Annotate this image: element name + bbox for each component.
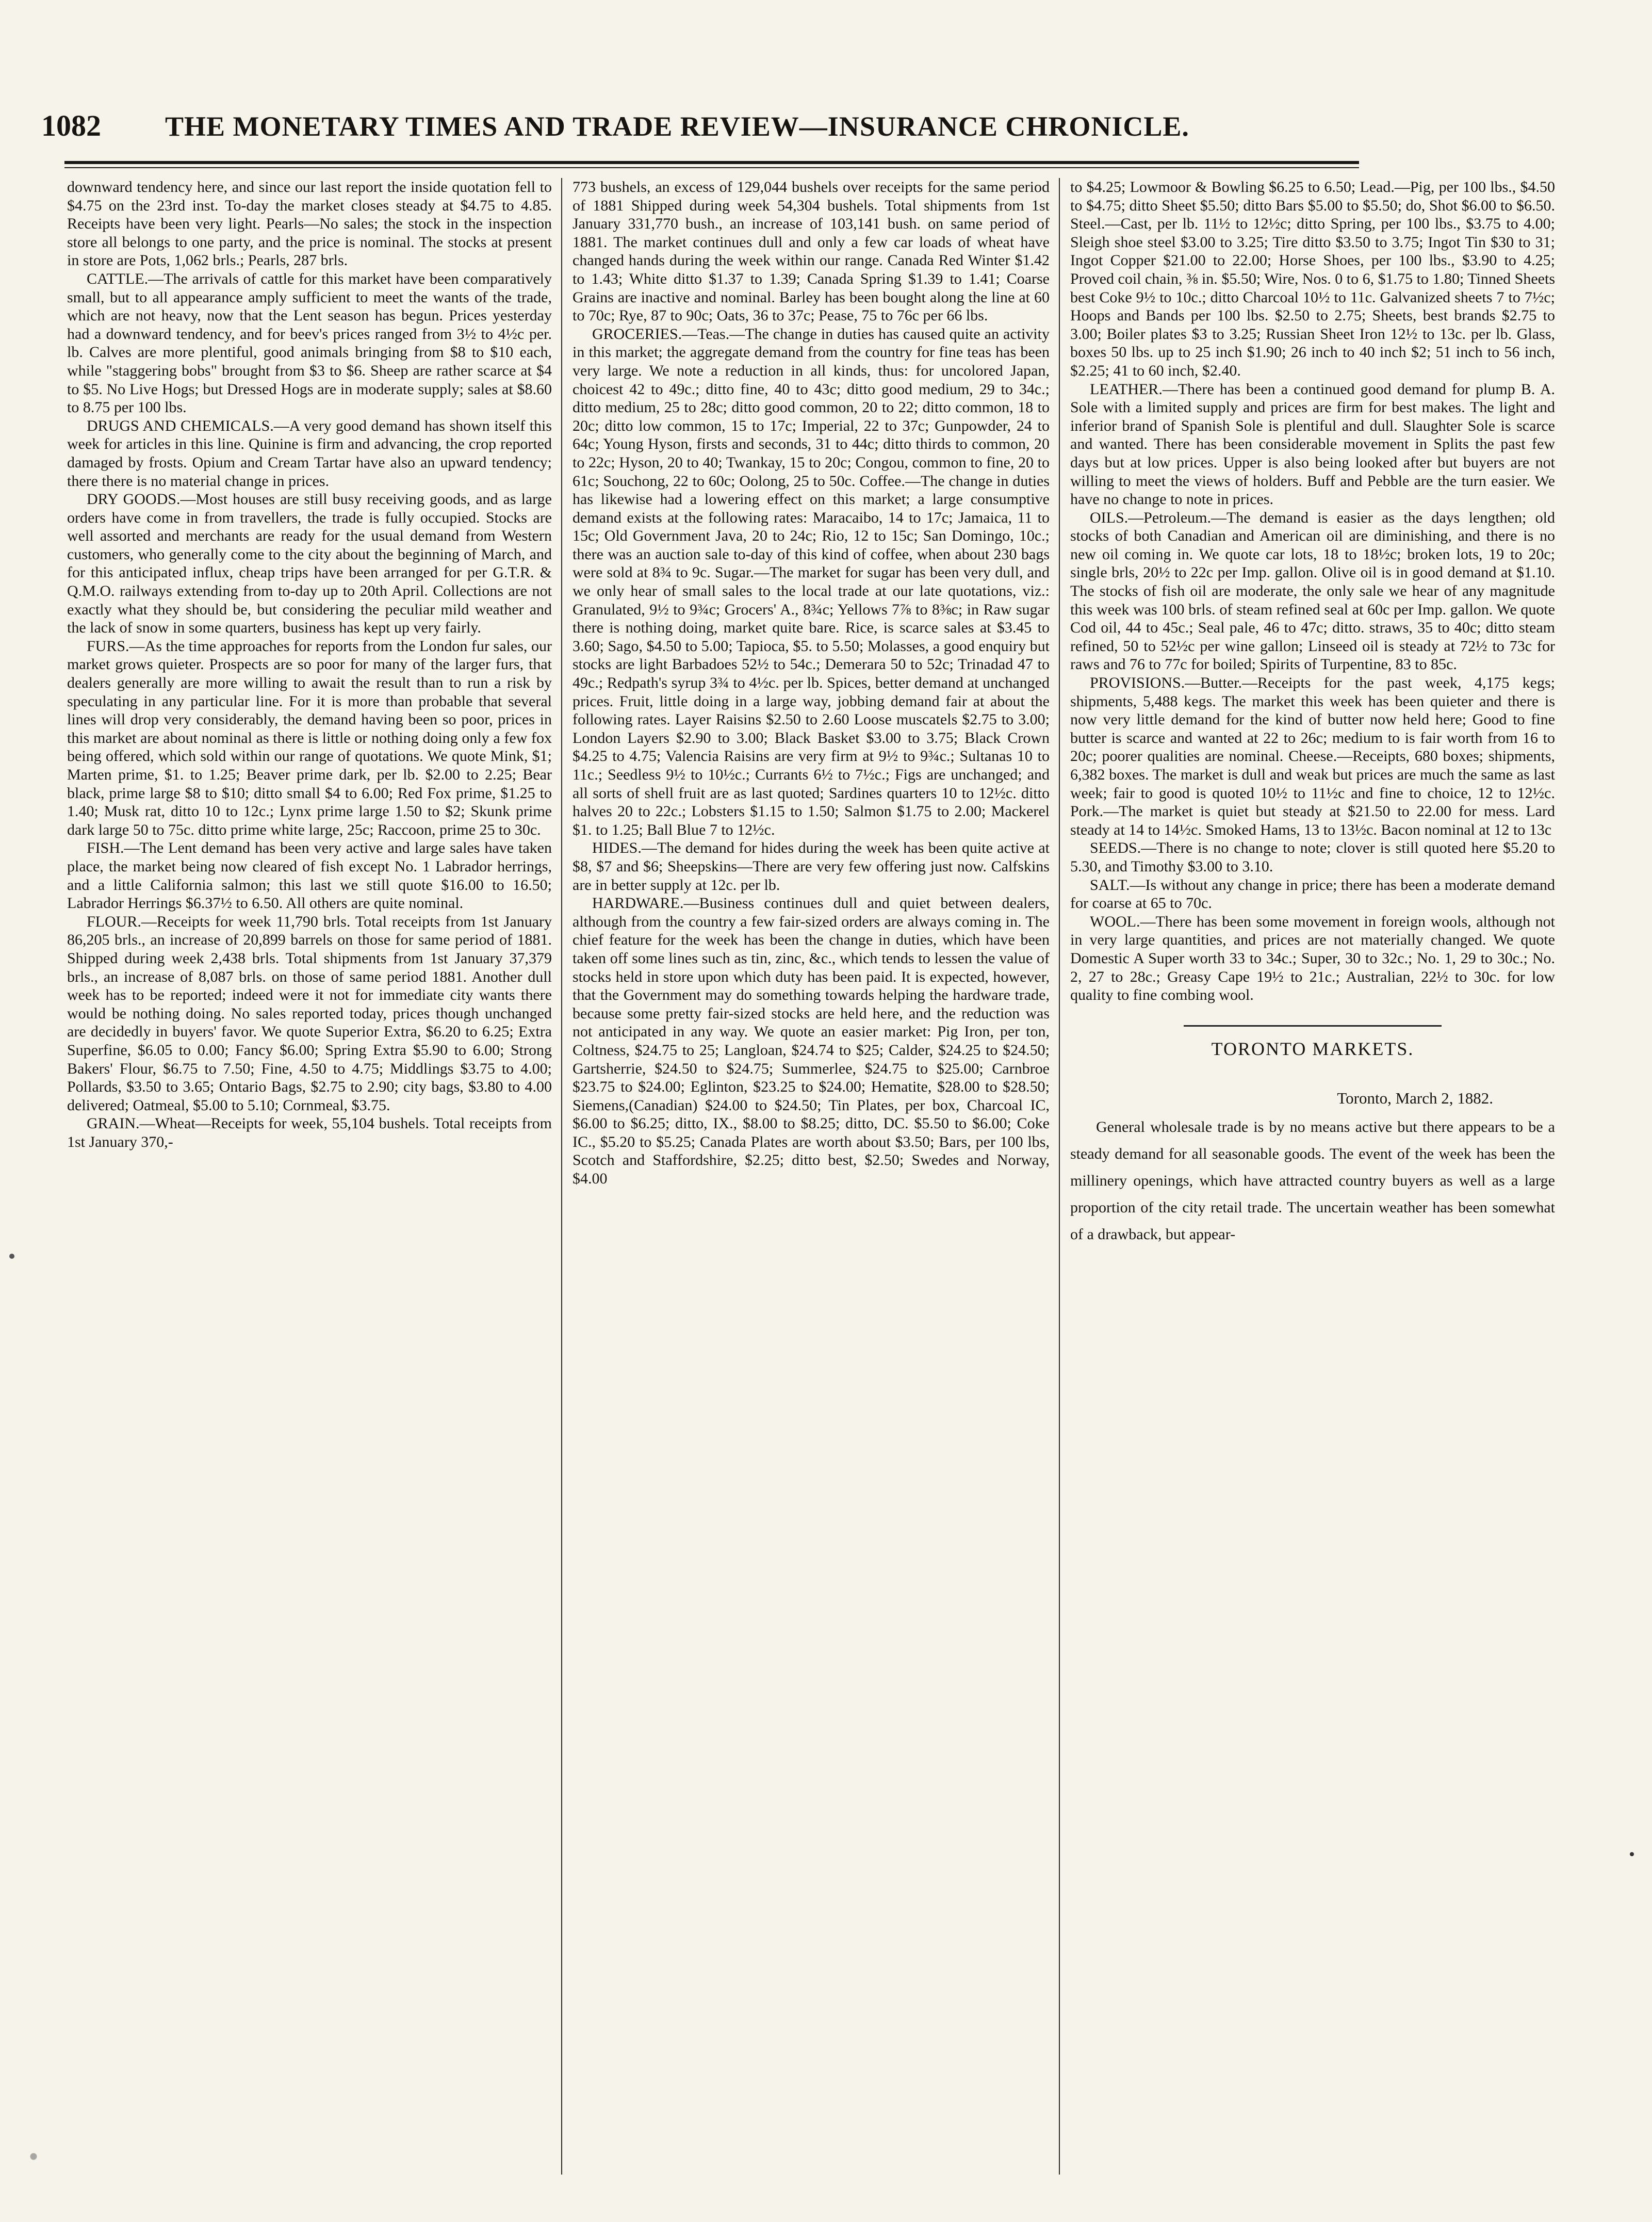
header-rule — [64, 161, 1359, 164]
paragraph-toronto-general: General wholesale trade is by no means active but there appears to be a steady demand for all seasonable goods. The event of the week has been the millinery openings, which have attracted country buyers as well as a large proportion of the city retail trade. The uncertain weather has been somewhat of a drawback, but appear- — [1070, 1118, 1555, 1243]
toronto-markets-body — [1070, 1114, 1555, 1248]
print-speck — [1630, 1852, 1634, 1856]
paragraph-grain: GRAIN.—Wheat—Receipts for week, 55,104 bushels. Total receipts from 1st January 370,- — [67, 1115, 552, 1150]
paragraph-provisions: PROVISIONS.—Butter.—Receipts for the past week, 4,175 kegs; shipments, 5,488 kegs. The market this week has been quieter and there is now very little demand for the kind of butter now held here; Good to fine butter is scarce and wanted at 22 to 26c; medium to is fair worth from 16 to 20c; poorer qualities are nominal. Cheese.—Receipts, 680 boxes; shipments, 6,382 boxes. The market is dull and weak but prices are much the same as last week; fair to good is quoted 10½ to 11½c and fine to choice, 12 to 12½c. Pork.—The market is quiet but steady at $21.50 to 22.00 for mess. Lard steady at 14 to 14½c. Smoked Hams, 13 to 13½c. Bacon nominal at 12 to 13c — [1070, 674, 1555, 838]
paragraph-salt: SALT.—Is without any change in price; there has been a moderate demand for coarse at 65 to 70c. — [1070, 876, 1555, 912]
dateline: Toronto, March 2, 1882. — [1337, 1089, 1493, 1108]
paragraph-fish: FISH.—The Lent demand has been very active and large sales have taken place, the market being now cleared of fish except No. 1 Labrador herrings, and a little California salmon; this last we still quote $16.00 to 16.50; Labrador Herrings $6.37½ to 6.50. All others are quite nominal. — [67, 839, 552, 912]
paragraph-drugs-chemicals: DRUGS AND CHEMICALS.—A very good demand has shown itself this week for articles in this line. Quinine is firm and advancing, the crop reported damaged by frosts. Opium and Cream Tartar have also an upward tendency; there there is no material change in prices. — [67, 417, 552, 490]
paragraph-oils: OILS.—Petroleum.—The demand is easier as the days lengthen; old stocks of both Canadian and American oil are diminishing, and there is no new oil coming in. We quote car lots, 18 to 18½c; broken lots, 19 to 20c; single brls, 20½ to 22c per Imp. gallon. Olive oil is in good demand at $1.10. The stocks of fish oil are moderate, the only sale we hear of any magnitude this week was 100 brls. of steam refined seal at 60c per Imp. gallon. We quote Cod oil, 44 to 45c.; Seal pale, 46 to 47c; ditto. straws, 35 to 40c; ditto steam refined, 50 to 52½c per wine gallon; Linseed oil is steady at 72½ to 73c for raws and 76 to 77c for boiled; Spirits of Turpentine, 83 to 85c. — [1070, 509, 1555, 673]
page-number: 1082 — [41, 109, 101, 142]
paragraph-ashes-continued: downward tendency here, and since our last report the inside quotation fell to $4.75 on the 23rd inst. To-day the market closes steady at $4.75 to 4.85. Receipts have been very light. Pearls—No sales; the stock in the inspection store all belongs to one party, and the price is nominal. The stocks at present in store are Pots, 1,062 brls.; Pearls, 287 brls. — [67, 179, 552, 269]
paragraph-cattle: CATTLE.—The arrivals of cattle for this market have been comparatively small, but to all appearance amply sufficient to meet the wants of the trade, which are not heavy, now that the Lent season has begun. Prices yesterday had a downward tendency, and for beev's prices ranged from 3½ to 4½c per. lb. Calves are more plentiful, good animals bringing from $8 to $10 each, while "staggering bobs" brought from $3 to $6. Sheep are rather scarce at $4 to $5. No Live Hogs; but Dressed Hogs are in moderate supply; sales at $8.60 to 8.75 per 100 lbs. — [67, 270, 552, 416]
paragraph-seeds: SEEDS.—There is no change to note; clover is still quoted here $5.20 to 5.30, and Timothy $3.00 to 3.10. — [1070, 839, 1555, 875]
section-rule — [1184, 1025, 1442, 1027]
paragraph-wool: WOOL.—There has been some movement in foreign wools, although not in very large quantities, and prices are not materially changed. We quote Domestic A Super worth 33 to 34c.; Super, 30 to 32c.; No. 1, 29 to 30c.; No. 2, 27 to 28c.; Greasy Cape 19½ to 21c.; Australian, 22½ to 30c. for low quality to fine combing wool. — [1070, 913, 1555, 1004]
paragraph-hardware-continued: to $4.25; Lowmoor & Bowling $6.25 to 6.50; Lead.—Pig, per 100 lbs., $4.50 to $4.75; ditto Sheet $5.50; ditto Bars $5.00 to $5.50; do, Shot $6.00 to $6.50. Steel.—Cast, per lb. 11½ to 12½c; ditto Spring, per 100 lbs., $3.75 to 4.00; Sleigh shoe steel $3.00 to 3.25; Tire ditto $3.50 to 3.75; Ingot Tin $30 to 31; Ingot Copper $21.00 to 22.00; Horse Shoes, per 100 lbs., $3.90 to 4.25; Proved coil chain, ⅜ in. $5.50; Wire, Nos. 0 to 6, $1.75 to 1.80; Tinned Sheets best Coke 9½ to 10c.; ditto Charcoal 10½ to 11c. Galvanized sheets 7 to 7½c; Hoops and Bands per 100 lbs. $2.50 to 2.75; Sheets, best brands $2.75 to 3.00; Boiler plates $3 to 3.25; Russian Sheet Iron 12½ to 13c. per lb. Glass, boxes 50 lbs. up to 25 inch $1.90; 26 inch to 40 inch $2; 51 inch to 56 inch, $2.25; 41 to 60 inch, $2.40. — [1070, 179, 1555, 379]
print-speck — [21, 2141, 46, 2172]
paragraph-hardware: HARDWARE.—Business continues dull and quiet between dealers, although from the country a few fair-sized orders are always coming in. The chief feature for the week has been the change in duties, which have been taken off some lines such as tin, zinc, &c., which tends to lessen the value of stocks held in store upon which duty has been paid. It is expected, however, that the Government may do something towards helping the hardware trade, because some pretty fair-sized stocks are held here, and the reduction was not anticipated in any way. We quote an easier market: Pig Iron, per ton, Coltness, $24.75 to 25; Langloan, $24.74 to $25; Calder, $24.25 to $24.50; Gartsherrie, $24.50 to $24.75; Summerlee, $24.75 to $25.00; Carnbroe $23.75 to $24.00; Eglinton, $23.25 to $24.00; Hematite, $28.00 to $28.50; Siemens,(Canadian) $24.00 to $24.50; Tin Plates, per box, Charcoal IC, $6.00 to $6.25; ditto, IX., $8.00 to $8.25; ditto, DC. $5.50 to $6.00; Coke IC., $5.20 to $5.25; Canada Plates are worth about $3.50; Bars, per 100 lbs, Scotch and Staffordshire, $2.25; ditto best, $2.50; Swedes and Norway, $4.00 — [573, 895, 1050, 1188]
paragraph-leather: LEATHER.—There has been a continued good demand for plump B. A. Sole with a limited supply and prices are firm for best makes. The light and inferior brand of Spanish Sole is plentiful and dull. Slaughter Sole is scarce and wanted. There has been considerable movement in Splits the past few days but at low prices. Upper is also being looked after but buyers are not willing to meet the views of holders. Buff and Pebble are the turn easier. We have no change to note in prices. — [1070, 380, 1555, 508]
column-right — [1070, 178, 1555, 2185]
paragraph-dry-goods: DRY GOODS.—Most houses are still busy receiving goods, and as large orders have come in from travellers, the trade is fully occupied. Stocks are well assorted and merchants are ready for the usual demand from Western customers, who generally come to the city about the beginning of March, and for this anticipated influx, cheap trips have been arranged for per G.T.R. & Q.M.O. railways extending from to-day up to 20th April. Collections are not exactly what they should be, but considering the peculiar mild weather and the lack of snow in some quarters, business has kept up very fairly. — [67, 491, 552, 637]
column-left — [67, 178, 552, 2185]
paragraph-grain-continued: 773 bushels, an excess of 129,044 bushels over receipts for the same period of 1881 Shipped during week 54,304 bushels. Total shipments from 1st January 331,770 bush., an increase of 103,141 bush. on same period of 1881. The market continues dull and only a few car loads of wheat have changed hands during the week within our range. Canada Red Winter $1.42 to 1.43; White ditto $1.37 to 1.39; Canada Spring $1.39 to 1.41; Coarse Grains are inactive and nominal. Barley has been bought along the line at 60 to 70c; Rye, 87 to 90c; Oats, 36 to 37c; Pease, 75 to 76c per 66 lbs. — [573, 179, 1050, 325]
page-header — [41, 108, 1362, 150]
paragraph-furs: FURS.—As the time approaches for reports from the London fur sales, our market grows quieter. Prospects are so poor for many of the larger furs, that dealers generally are more willing to await the result than to run a risk by speculating in any particular line. For it is more than probable that several lines will drop very considerably, the demand having been so poor, prices in this market are about nominal as there is little or nothing doing only a few fox being offered, which sold within our range of quotations. We quote Mink, $1; Marten prime, $1. to 1.25; Beaver prime dark, per lb. $2.00 to 2.25; Bear black, prime large $8 to $10; ditto small $4 to 6.00; Red Fox prime, $1.25 to 1.40; Musk rat, ditto 10 to 12c.; Lynx prime large 1.50 to $2; Skunk prime dark large 50 to 75c. ditto prime white large, 25c; Raccoon, prime 25 to 30c. — [67, 637, 552, 838]
section-heading: TORONTO MARKETS. — [1211, 1038, 1414, 1059]
paragraph-groceries: GROCERIES.—Teas.—The change in duties has caused quite an activity in this market; the aggregate demand from the country for fine teas has been very large. We note a reduction in all kinds, thus: for uncolored Japan, choicest 42 to 49c.; ditto fine, 40 to 43c; ditto good medium, 29 to 34c.; ditto medium, 25 to 28c; ditto good common, 20 to 22; ditto common, 18 to 20c; ditto low common, 15 to 17c; Imperial, 22 to 37c; Gunpowder, 24 to 64c; Young Hyson, firsts and seconds, 31 to 44c; ditto thirds to common, 20 to 22c; Hyson, 20 to 40; Twankay, 15 to 20c; Congou, common to fine, 20 to 61c; Souchong, 22 to 60c; Oolong, 25 to 50c. Coffee.—The change in duties has likewise had a lowering effect on this market; a large consumptive demand exists at the following rates: Maracaibo, 14 to 17c; Jamaica, 11 to 15c; Old Government Java, 20 to 24c; Rio, 12 to 15c; San Domingo, 10c.; there was an auction sale to-day of this kind of coffee, when about 230 bags were sold at 8¾ to 9c. Sugar.—The market for sugar has been very dull, and we only hear of small sales to the local trade at our late quotations, viz.: Granulated, 9½ to 9¾c; Grocers' A., 8¾c; Yellows 7⅞ to 8⅜c; in Raw sugar there is nothing doing, market quite bare. Rice, is scarce sales at $3.45 to 3.60; Sago, $4.50 to 5.00; Tapioca, $5. to 5.50; Molasses, a good enquiry but stocks are light Barbadoes 52½ to 54c.; Demerara 50 to 52c; Trinadad 47 to 49c.; Redpath's syrup 3¾ to 4½c. per lb. Spices, better demand at unchanged prices. Fruit, little doing in a large way, jobbing demand fair at about the following rates. Layer Raisins $2.50 to 2.60 Loose muscatels $2.75 to 3.00; London Layers $2.90 to 3.00; Black Basket $3.00 to 3.75; Black Crown $4.25 to 4.75; Valencia Raisins are very firm at 9½ to 9¾c.; Sultanas 10 to 11c.; Seedless 9½ to 10½c.; Currants 6½ to 7½c.; Figs are unchanged; and all sorts of shell fruit are as last quoted; Sardines quarters 10 to 12½c. ditto halves 20 to 22c.; Lobsters $1.15 to 1.50; Salmon $1.75 to 2.00; Mackerel $1. to 1.25; Ball Blue 7 to 12½c. — [573, 325, 1050, 838]
paragraph-hides: HIDES.—The demand for hides during the week has been quite active at $8, $7 and $6; Sheepskins—There are very few offering just now. Calfskins are in better supply at 12c. per lb. — [573, 839, 1050, 894]
header-rule-thin — [64, 167, 1359, 168]
print-speck — [9, 1254, 14, 1259]
running-title: THE MONETARY TIMES AND TRADE REVIEW—INSURANCE CHRONICLE. — [165, 111, 1189, 142]
paragraph-flour: FLOUR.—Receipts for week 11,790 brls. Total receipts from 1st January 86,205 brls., an increase of 20,899 barrels on those for same period of 1881. Shipped during week 2,438 brls. Total shipments from 1st January 37,379 brls., an increase of 8,087 brls. on those of same period 1881. Another dull week has to be reported; indeed were it not for immediate city wants there would be nothing doing. No sales reported today, prices though unchanged are decidedly in buyers' favor. We quote Superior Extra, $6.20 to 6.25; Extra Superfine, $6.05 to 0.00; Fancy $6.00; Spring Extra $5.90 to 6.00; Strong Bakers' Flour, $6.75 to 7.50; Fine, 4.50 to 4.75; Middlings $3.75 to 4.00; Pollards, $3.50 to 3.65; Ontario Bags, $2.75 to 2.90; city bags, $3.80 to 4.00 delivered; Oatmeal, $5.00 to 5.10; Cornmeal, $3.75. — [67, 913, 552, 1114]
column-divider — [1059, 178, 1060, 2175]
column-divider — [561, 178, 562, 2175]
column-middle — [573, 178, 1050, 2185]
